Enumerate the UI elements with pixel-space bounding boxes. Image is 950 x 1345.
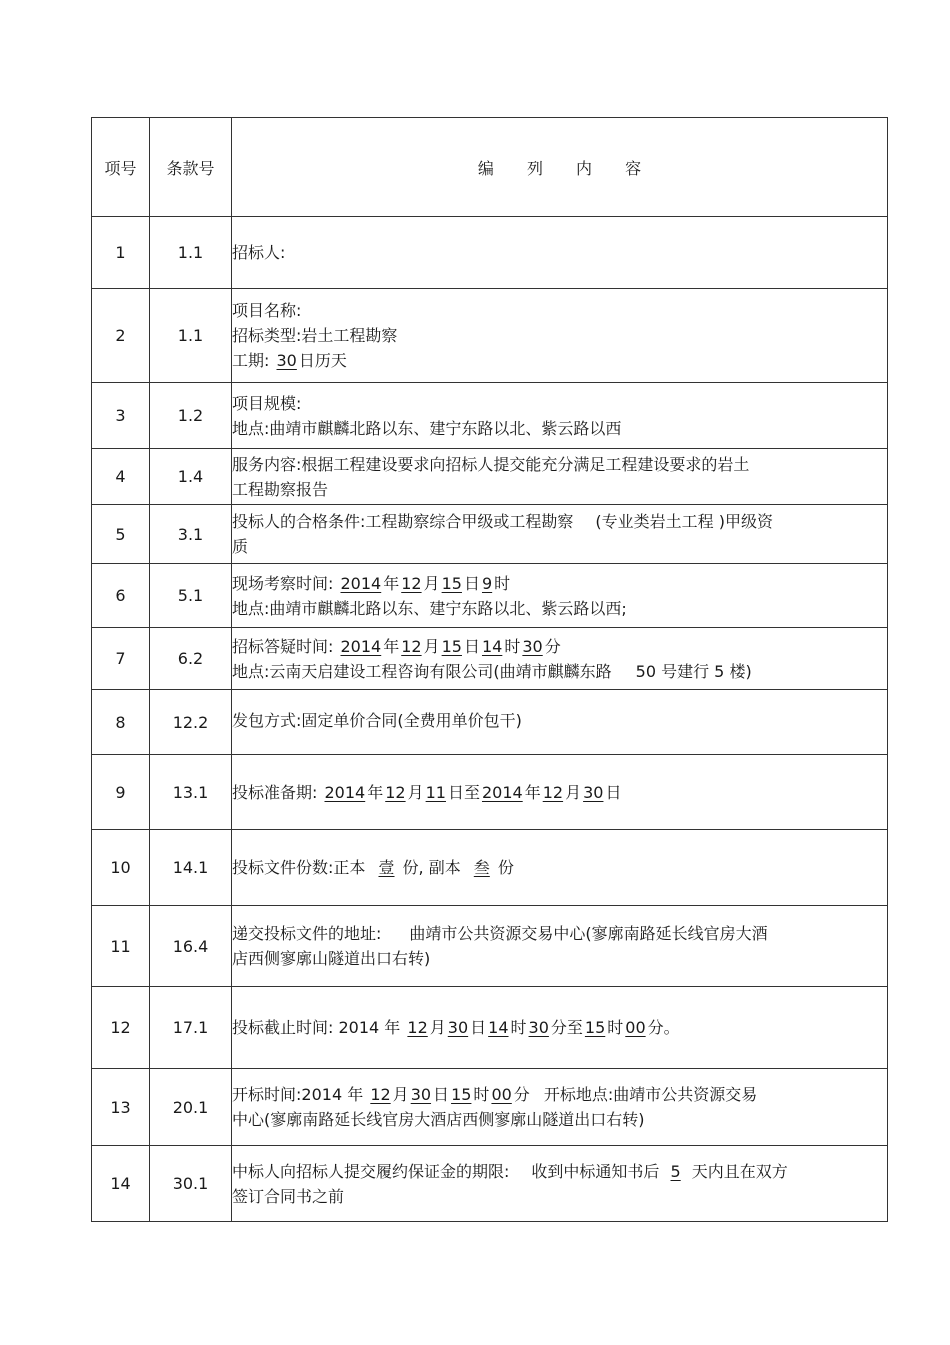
row-content bbox=[232, 987, 888, 1069]
row-content bbox=[232, 1069, 888, 1146]
table-row bbox=[92, 217, 888, 289]
table-row bbox=[92, 830, 888, 906]
bid-deadline: 投标截止时间: 2014 年 12 月 30 日 14 时 30 分至 15 时 00 分。 bbox=[232, 1018, 680, 1037]
duration: 工期: 30 日历天 bbox=[232, 351, 347, 370]
clause-no: 12.2 bbox=[150, 690, 232, 755]
row-content bbox=[232, 755, 888, 830]
table-row bbox=[92, 628, 888, 690]
clause-no: 17.1 bbox=[150, 987, 232, 1069]
clause-no: 1.4 bbox=[150, 449, 232, 505]
row-content bbox=[232, 1146, 888, 1222]
row-content bbox=[232, 289, 888, 383]
table-row bbox=[92, 987, 888, 1069]
performance-bond-deadline: 中标人向招标人提交履约保证金的期限: 收到中标通知书后 5 天内且在双方 bbox=[232, 1161, 788, 1181]
clause-no: 30.1 bbox=[150, 1146, 232, 1222]
qualification-requirements-cont: 质 bbox=[232, 537, 249, 556]
row-content bbox=[232, 690, 888, 755]
row-content bbox=[232, 628, 888, 690]
item-no: 3 bbox=[92, 383, 150, 449]
header-clause-no: 条款号 bbox=[150, 118, 232, 217]
clause-no: 6.2 bbox=[150, 628, 232, 690]
bid-copies: 投标文件份数:正本 壹 份, 副本 叁 份 bbox=[232, 858, 514, 877]
bid-submission-address-cont: 店西侧寥廓山隧道出口右转) bbox=[232, 949, 431, 968]
clause-no: 5.1 bbox=[150, 564, 232, 628]
bid-submission-address: 递交投标文件的地址: 曲靖市公共资源交易中心(寥廓南路延长线官房大酒 bbox=[232, 924, 768, 943]
clause-no: 14.1 bbox=[150, 830, 232, 906]
qa-time: 招标答疑时间: 2014 年 12 月 15 日 14 时 30 分 bbox=[232, 636, 561, 656]
project-scale-label: 项目规模: bbox=[232, 393, 302, 413]
clause-no: 20.1 bbox=[150, 1069, 232, 1146]
bid-opening-time: 开标时间:2014 年 12 月 30 日 15 时 00 分 开标地点:曲靖市公共资源交易 bbox=[232, 1085, 758, 1104]
clause-no: 3.1 bbox=[150, 505, 232, 564]
header-item-no: 项号 bbox=[92, 118, 150, 217]
table-row bbox=[92, 564, 888, 628]
item-no: 11 bbox=[92, 906, 150, 987]
service-content-cont: 工程勘察报告 bbox=[232, 479, 329, 499]
clause-no: 1.2 bbox=[150, 383, 232, 449]
row-content bbox=[232, 449, 888, 505]
item-no: 2 bbox=[92, 289, 150, 383]
bidding-info-table bbox=[91, 117, 888, 1222]
item-no: 7 bbox=[92, 628, 150, 690]
performance-bond-deadline-cont: 签订合同书之前 bbox=[232, 1186, 345, 1206]
item-no: 10 bbox=[92, 830, 150, 906]
item-no: 4 bbox=[92, 449, 150, 505]
contract-method: 发包方式:固定单价合同(全费用单价包干) bbox=[232, 711, 522, 730]
table-row bbox=[92, 289, 888, 383]
table-row bbox=[92, 505, 888, 564]
row-content bbox=[232, 830, 888, 906]
tenderer-label: 招标人: bbox=[232, 243, 286, 262]
table-row bbox=[92, 1069, 888, 1146]
table-header-row bbox=[92, 118, 888, 217]
item-no: 14 bbox=[92, 1146, 150, 1222]
row-content bbox=[232, 505, 888, 564]
clause-no: 16.4 bbox=[150, 906, 232, 987]
site-visit-location: 地点:曲靖市麒麟北路以东、建宁东路以北、紫云路以西; bbox=[232, 598, 627, 618]
clause-no: 1.1 bbox=[150, 289, 232, 383]
clause-no: 1.1 bbox=[150, 217, 232, 289]
clause-no: 13.1 bbox=[150, 755, 232, 830]
table-row bbox=[92, 755, 888, 830]
project-name-label: 项目名称: bbox=[232, 301, 302, 320]
item-no: 12 bbox=[92, 987, 150, 1069]
table-row bbox=[92, 383, 888, 449]
project-location: 地点:曲靖市麒麟北路以东、建宁东路以北、紫云路以西 bbox=[232, 418, 622, 438]
item-no: 6 bbox=[92, 564, 150, 628]
bid-preparation-period: 投标准备期: 2014 年 12 月 11 日至 2014 年 12 月 30 日 bbox=[232, 782, 622, 802]
tender-type: 招标类型:岩土工程勘察 bbox=[232, 326, 398, 345]
item-no: 8 bbox=[92, 690, 150, 755]
service-content: 服务内容:根据工程建设要求向招标人提交能充分满足工程建设要求的岩土 bbox=[232, 454, 750, 474]
qa-location: 地点:云南天启建设工程咨询有限公司(曲靖市麒麟东路 50 号建行 5 楼) bbox=[232, 661, 752, 681]
site-visit-time: 现场考察时间: 2014 年 12 月 15 日 9 时 bbox=[232, 573, 511, 593]
row-content bbox=[232, 383, 888, 449]
table-row bbox=[92, 1146, 888, 1222]
qualification-requirements: 投标人的合格条件:工程勘察综合甲级或工程勘察 (专业类岩土工程 )甲级资 bbox=[232, 512, 773, 531]
row-content bbox=[232, 564, 888, 628]
header-content: 编 列 内 容 bbox=[232, 118, 888, 217]
table-row bbox=[92, 906, 888, 987]
table-row bbox=[92, 690, 888, 755]
row-content bbox=[232, 217, 888, 289]
row-content bbox=[232, 906, 888, 987]
item-no: 5 bbox=[92, 505, 150, 564]
item-no: 1 bbox=[92, 217, 150, 289]
item-no: 9 bbox=[92, 755, 150, 830]
table-row bbox=[92, 449, 888, 505]
item-no: 13 bbox=[92, 1069, 150, 1146]
bid-opening-location-cont: 中心(寥廓南路延长线官房大酒店西侧寥廓山隧道出口右转) bbox=[232, 1110, 645, 1129]
